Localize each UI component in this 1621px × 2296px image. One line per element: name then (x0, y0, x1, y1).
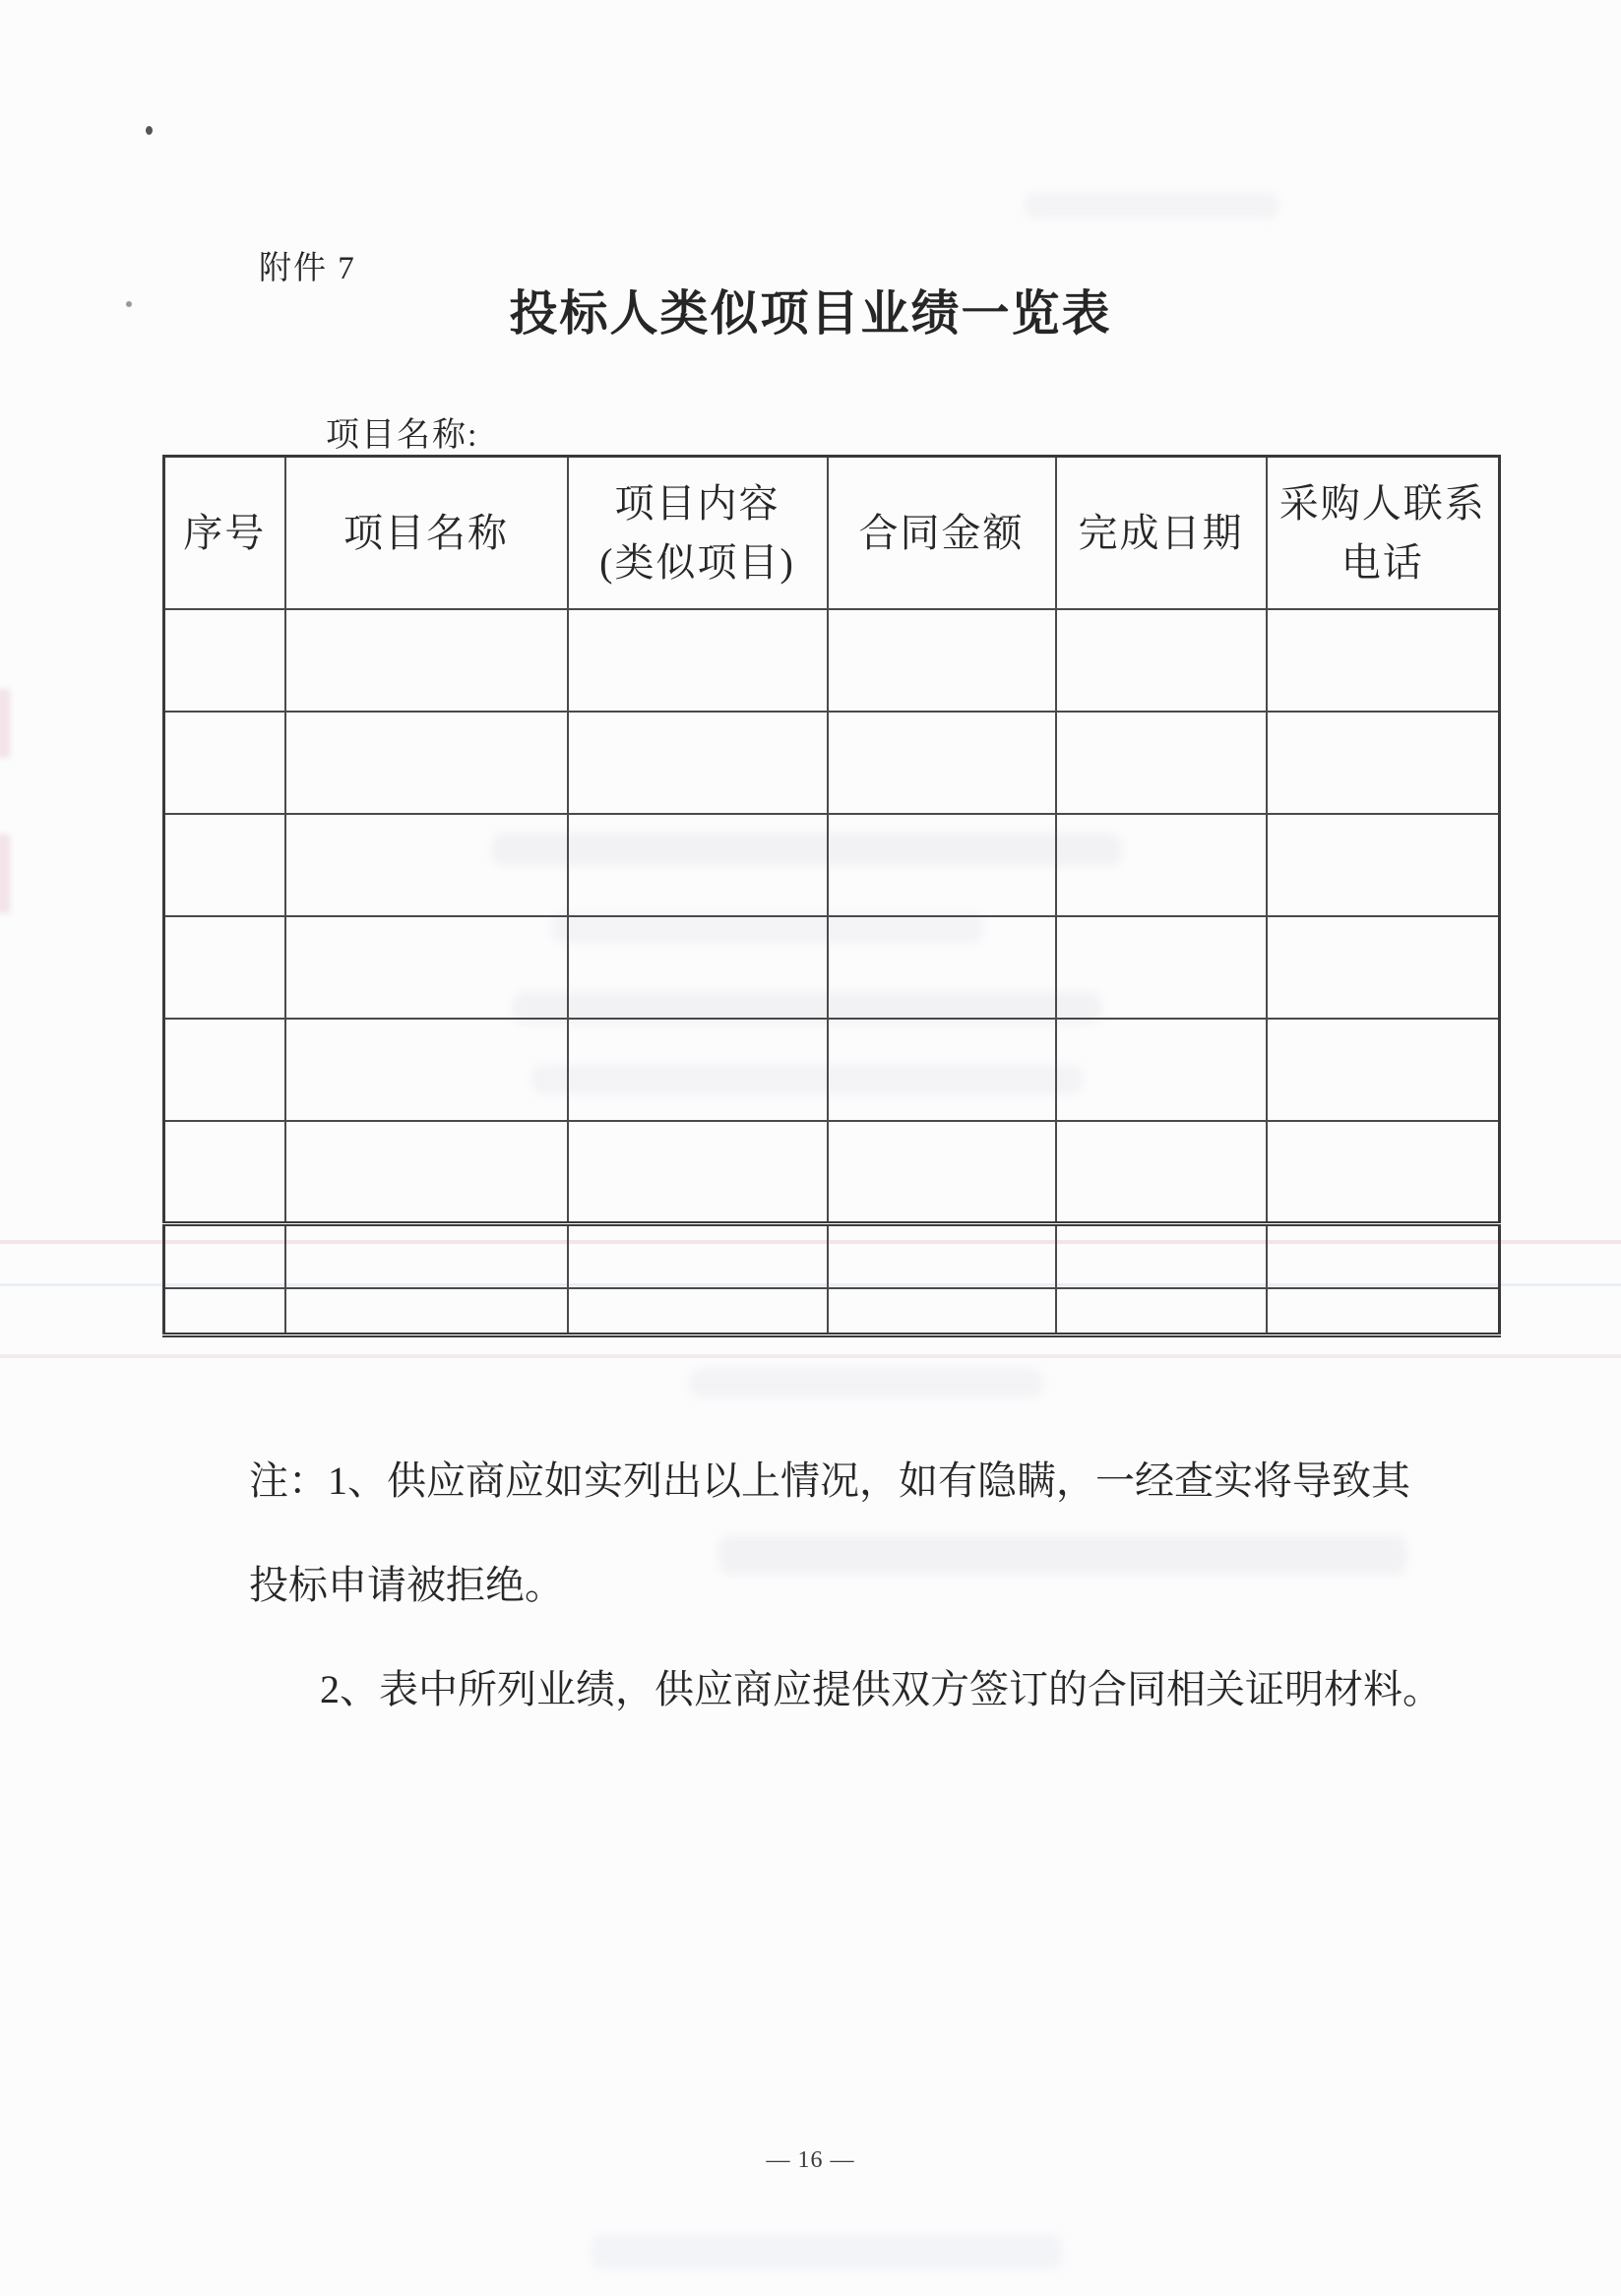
table-cell (828, 1223, 1056, 1288)
table-cell (285, 712, 568, 814)
table-cell (1056, 814, 1267, 916)
table-cell (285, 1121, 568, 1223)
col-header-label: 完成日期 (1078, 510, 1244, 555)
table-cell (164, 609, 285, 712)
table-row (164, 1121, 1500, 1223)
scan-edge-artifact (0, 689, 10, 758)
table-cell (1267, 916, 1500, 1019)
table-cell (1056, 712, 1267, 814)
table-cell (828, 712, 1056, 814)
attachment-label: 附件 7 (259, 251, 356, 286)
table-row (164, 1223, 1500, 1288)
table-row (164, 814, 1500, 916)
scan-edge-artifact (0, 835, 10, 913)
table-cell (828, 1121, 1056, 1223)
col-header-project-name (285, 457, 568, 610)
performance-table (162, 455, 1501, 1337)
table-cell (1056, 1019, 1267, 1121)
table-cell (568, 814, 828, 916)
bleed-through-artifact (689, 1368, 1043, 1397)
scanner-line-artifact (0, 1354, 1621, 1358)
table-row (164, 609, 1500, 712)
table-cell (164, 1019, 285, 1121)
notes-block (249, 1429, 1509, 1742)
col-header-label-line2: 电话 (1340, 539, 1424, 585)
table-cell (568, 712, 828, 814)
table-cell (1267, 712, 1500, 814)
table-cell (568, 1019, 828, 1121)
table-cell (285, 1019, 568, 1121)
table-cell (828, 814, 1056, 916)
table-cell (164, 814, 285, 916)
table-cell (1056, 609, 1267, 712)
table-cell (568, 916, 828, 1019)
table-cell (1267, 814, 1500, 916)
col-header-label: 项目名称 (343, 510, 509, 555)
table-cell (285, 1288, 568, 1334)
table-cell (1056, 1288, 1267, 1334)
table-cell (285, 916, 568, 1019)
table-cell (828, 1019, 1056, 1121)
table-cell (1056, 916, 1267, 1019)
col-header-project-content (568, 457, 828, 610)
table-cell (285, 609, 568, 712)
table-cell (164, 1223, 285, 1288)
table-cell (828, 1288, 1056, 1334)
table-row (164, 1019, 1500, 1121)
page-title: 投标人类似项目业绩一览表 (509, 286, 1112, 341)
table-cell (568, 1223, 828, 1288)
col-header-label: 项目内容 (614, 480, 780, 526)
table-cell (1056, 1223, 1267, 1288)
scan-speck (146, 126, 153, 135)
col-header-label: 合同金额 (858, 510, 1025, 555)
page-number: — 16 — (766, 2147, 855, 2173)
table-cell (828, 916, 1056, 1019)
table-cell (1267, 1288, 1500, 1334)
table-cell (164, 1121, 285, 1223)
table-cell (828, 609, 1056, 712)
table-row (164, 1288, 1500, 1334)
col-header-purchaser-phone (1267, 457, 1500, 610)
table-cell (1267, 1223, 1500, 1288)
col-header-label: 序号 (183, 510, 267, 555)
project-name-label: 项目名称: (326, 417, 479, 454)
note-line-2: 投标申请被拒绝。 (249, 1563, 564, 1607)
col-header-label: 采购人联系 (1278, 480, 1486, 526)
note-line-3: 2、表中所列业绩，供应商应提供双方签订的合同相关证明材料。 (320, 1667, 1442, 1711)
table-cell (285, 1223, 568, 1288)
table-cell (568, 1121, 828, 1223)
table-cell (568, 1288, 828, 1334)
table-cell (164, 712, 285, 814)
bleed-through-artifact (591, 2234, 1063, 2269)
table-row (164, 712, 1500, 814)
col-header-label-line2: (类似项目) (599, 539, 795, 585)
table-cell (1267, 1121, 1500, 1223)
table-cell (1267, 1019, 1500, 1121)
col-header-seq-no (164, 457, 285, 610)
table-cell (285, 814, 568, 916)
bleed-through-artifact (1024, 193, 1279, 218)
col-header-completion-date (1056, 457, 1267, 610)
table-cell (164, 916, 285, 1019)
table-row (164, 916, 1500, 1019)
table-cell (568, 609, 828, 712)
table-cell (1056, 1121, 1267, 1223)
table-header-row (164, 457, 1500, 610)
table-cell (1267, 609, 1500, 712)
table-cell (164, 1288, 285, 1334)
col-header-contract-amount (828, 457, 1056, 610)
note-line-1: 注：1、供应商应如实列出以上情况，如有隐瞒，一经查实将导致其 (249, 1458, 1410, 1503)
